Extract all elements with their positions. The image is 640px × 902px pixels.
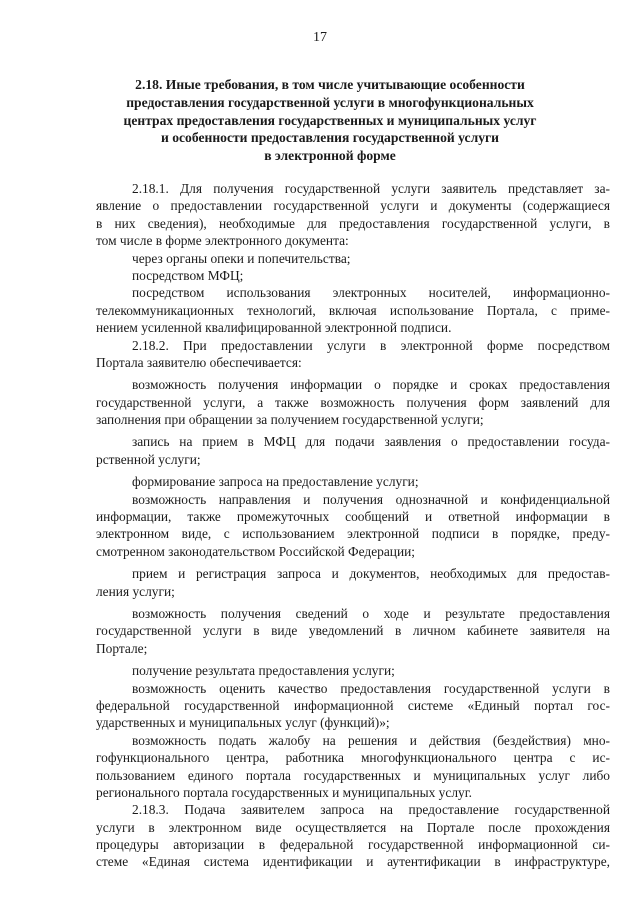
body-line: стеме «Единая система идентификации и аутентификации в инфраструктуре, xyxy=(96,854,610,870)
body-line: государственной услуги в виде уведомлений в личном кабинете заявителя на xyxy=(96,623,610,639)
body-line: смотренном законодательством Российской Федерации; xyxy=(96,543,415,559)
body-line: в них сведения), необходимые для предоставления государственной услуги, в xyxy=(96,215,610,231)
body-line: запись на прием в МФЦ для подачи заявления о предоставлении госуда- xyxy=(132,434,610,450)
body-line: нением усиленной квалифицированной электронной подписи. xyxy=(96,320,452,336)
body-line: возможность оценить качество предоставления государственной услуги в xyxy=(132,680,610,696)
body-line: электронном виде, с использованием электронной подписи в порядке, преду- xyxy=(96,526,610,542)
body-line: прием и регистрация запроса и документов, необходимых для предостав- xyxy=(132,566,610,582)
body-line: возможность получения информации о порядке и сроках предоставления xyxy=(132,377,610,393)
body-line: 2.18.3. Подача заявителем запроса на предоставление государственной xyxy=(132,802,610,818)
body-line: ударственных и муниципальных услуг (функций)»; xyxy=(96,715,390,731)
body-line: услуги в электронном виде осуществляется на Портале после прохождения xyxy=(96,819,610,835)
body-line: пользованием единого портала государственных и муниципальных услуг либо xyxy=(96,767,610,783)
body-line: регионального портала государственных и муниципальных услуг. xyxy=(96,784,473,800)
heading-line: центрах предоставления государственных и муниципальных услуг xyxy=(123,112,537,128)
section-body xyxy=(96,180,610,871)
heading-line: в электронной форме xyxy=(264,148,396,164)
heading-line: и особенности предоставления государственной услуги xyxy=(160,130,500,146)
body-line: Портале; xyxy=(96,640,148,656)
body-line: Портала заявителю обеспечивается: xyxy=(96,354,302,370)
page-number: 17 xyxy=(313,30,327,45)
body-line: посредством использования электронных носителей, информационно- xyxy=(132,285,610,301)
body-line: формирование запроса на предоставление услуги; xyxy=(132,474,419,490)
body-line: федеральной государственной информационной системе «Единый портал гос- xyxy=(96,697,610,713)
body-line: возможность подать жалобу на решения и действия (бездействия) мно- xyxy=(132,732,610,748)
body-line: гофункционального центра, работника многофункционального центра с ис- xyxy=(96,750,610,766)
body-line: информации, также промежуточных сообщений и ответной информации в xyxy=(96,509,610,525)
heading-line: предоставления государственной услуги в многофункциональных xyxy=(126,94,534,110)
body-line: 2.18.2. При предоставлении услуги в электронной форме посредством xyxy=(132,337,610,353)
body-line: явление о предоставлении государственной услуги и документы (содержащиеся xyxy=(96,198,610,214)
body-line: том числе в форме электронного документа: xyxy=(96,233,349,249)
body-line: телекоммуникационных технологий, включая использование Портала, с приме- xyxy=(96,302,610,318)
body-line: получение результата предоставления услуги; xyxy=(132,663,395,679)
body-line: государственной услуги, а также возможность получения форм заявлений для xyxy=(96,394,610,410)
body-line: заполнения при обращении за получением государственной услуги; xyxy=(96,412,484,428)
body-line: посредством МФЦ; xyxy=(132,267,244,283)
body-line: процедуры авторизации в федеральной государственной информационной си- xyxy=(96,837,610,853)
body-line: ления услуги; xyxy=(96,583,175,599)
body-line: рственной услуги; xyxy=(96,451,201,467)
body-line: через органы опеки и попечительства; xyxy=(132,250,351,266)
body-line: возможность получения сведений о ходе и результате предоставления xyxy=(132,605,610,621)
section-heading xyxy=(80,76,580,165)
heading-line: 2.18. Иные требования, в том числе учитывающие особенности xyxy=(135,77,525,92)
body-line: возможность направления и получения однозначной и конфиденциальной xyxy=(132,491,610,507)
body-line: 2.18.1. Для получения государственной услуги заявитель представляет за- xyxy=(132,181,610,196)
